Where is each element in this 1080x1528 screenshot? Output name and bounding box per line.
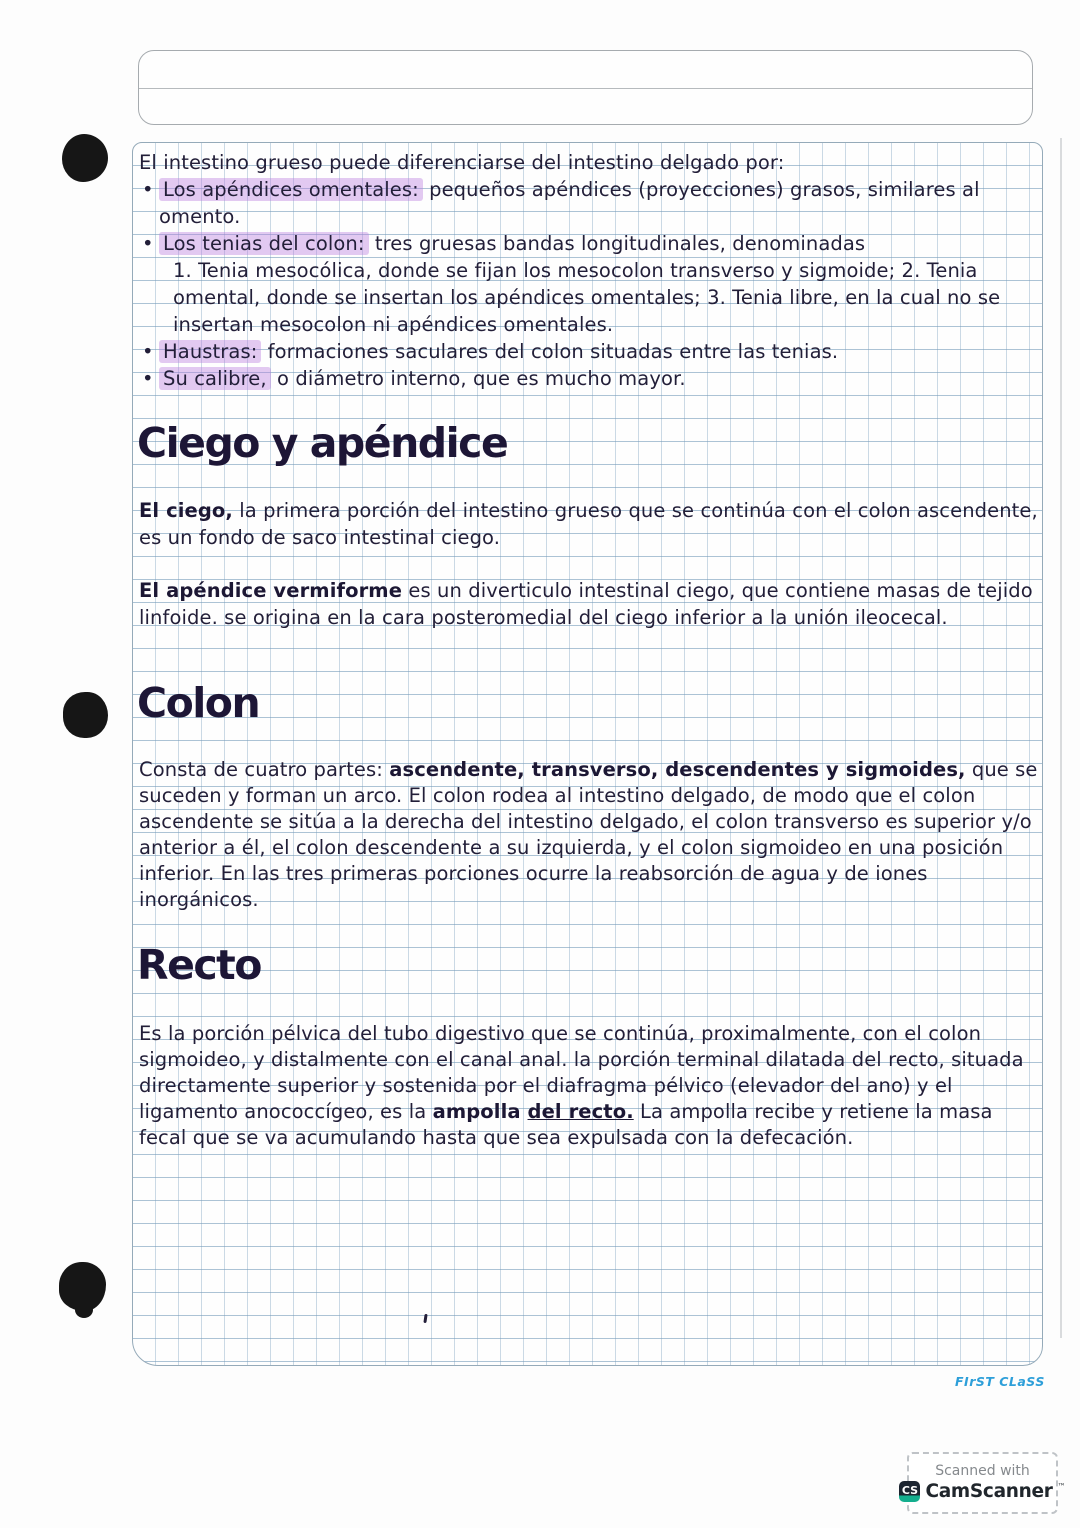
highlighted-term: Su calibre, (159, 367, 271, 390)
bullet-text: o diámetro interno, que es mucho mayor. (270, 367, 686, 390)
highlighted-term: Haustras: (159, 340, 261, 363)
bullet-text: pequeños apéndices (proyecciones) grasos, similares al omento. (159, 178, 980, 228)
trademark-symbol: ™ (1057, 1482, 1066, 1491)
section-heading-recto: Recto (137, 941, 261, 989)
paragraph-text: la primera porción del intestino grueso que se continúa con el colon ascendente, es un fondo de saco intestinal ciego. (139, 499, 1038, 549)
scan-edge-line (1060, 138, 1062, 1338)
paragraph-text: Consta de cuatro partes: (139, 758, 390, 781)
intro-lead-line: El intestino grueso puede diferenciarse del intestino delgado por: (139, 151, 785, 174)
bullet-su-calibre (159, 365, 1045, 392)
feature-bullet-list (139, 176, 1045, 392)
camscanner-cs-icon: CS (899, 1481, 920, 1502)
camscanner-brand-row (899, 1481, 1065, 1502)
paragraph-text: Es la porción pélvica del tubo digestivo que se continúa, proximalmente, con el colon sigmoideo, y distalmente con el canal anal. la porción terminal dilatada del recto, situada directamente superior y sostenida por el diafragma pélvico (elevador del ano) y el ligamento anococcígeo, es la (139, 1022, 1024, 1123)
intro-notes-block (139, 149, 1045, 392)
highlighted-term: Los tenias del colon: (159, 232, 369, 255)
bullet-haustras (159, 338, 1045, 365)
paragraph-colon (139, 757, 1045, 913)
first-class-brand-mark: FIrST CLaSS (955, 1374, 1045, 1389)
paragraph-apendice-vermiforme (139, 577, 1045, 631)
highlighted-term: Los apéndices omentales: (159, 178, 423, 201)
section-heading-colon: Colon (137, 679, 260, 727)
paragraph-text: es un diverticulo intestinal ciego, que contiene masas de tejido linfoide. se origina en la cara posteromedial del ciego inferior a la unión ileocecal. (139, 579, 1033, 629)
paragraph-recto (139, 1021, 1045, 1151)
key-term: ascendente, transverso, descendentes y sigmoides, (389, 758, 966, 781)
binder-mark-top (62, 134, 108, 182)
paragraph-text: que se suceden y forman un arco. El colon rodea al intestino delgado, de modo que el colon ascendente se sitúa a la derecha del intestino delgado, el colon transverso es superior y/o anterior a él, el colon descendente a su izquierda, y el colon sigmoideo en una posición inferior. En las tres primeras porciones ocurre la reabsorción de agua y de iones inorgánicos. (139, 758, 1038, 911)
key-term: El apéndice vermiforme (139, 579, 403, 602)
section-heading-ciego-y-apendice: Ciego y apéndice (137, 419, 508, 467)
bullet-text: tres gruesas bandas longitudinales, denominadas (368, 232, 866, 255)
key-term: ampolla (432, 1100, 528, 1123)
bullet-tenias-del-colon (159, 230, 1045, 338)
title-box-divider (139, 88, 1032, 89)
binder-mark-bottom (59, 1262, 106, 1311)
underlined-key-term: del recto. (527, 1100, 634, 1123)
bullet-apendices-omentales (159, 176, 1045, 230)
camscanner-brand-label: CamScanner (925, 1481, 1053, 1502)
bullet-text: formaciones saculares del colon situadas entre las tenias. (261, 340, 839, 363)
camscanner-watermark-badge (901, 1452, 1066, 1514)
key-term: El ciego, (139, 499, 233, 522)
binder-mark-middle (63, 692, 108, 738)
paragraph-ciego (139, 497, 1045, 551)
scanned-with-label: Scanned with (935, 1463, 1030, 1479)
notebook-title-box (138, 50, 1033, 125)
paragraph-text: La ampolla recibe y retiene la masa fecal que se va acumulando hasta que sea expulsada con la defecación. (139, 1100, 993, 1149)
tenias-numbered-sublist: 1. Tenia mesocólica, donde se fijan los mesocolon transverso y sigmoide; 2. Tenia omental, donde se insertan los apéndices omentales; 3. Tenia libre, en la cual no se insertan mesocolon ni apéndices omentales. (173, 259, 1001, 336)
